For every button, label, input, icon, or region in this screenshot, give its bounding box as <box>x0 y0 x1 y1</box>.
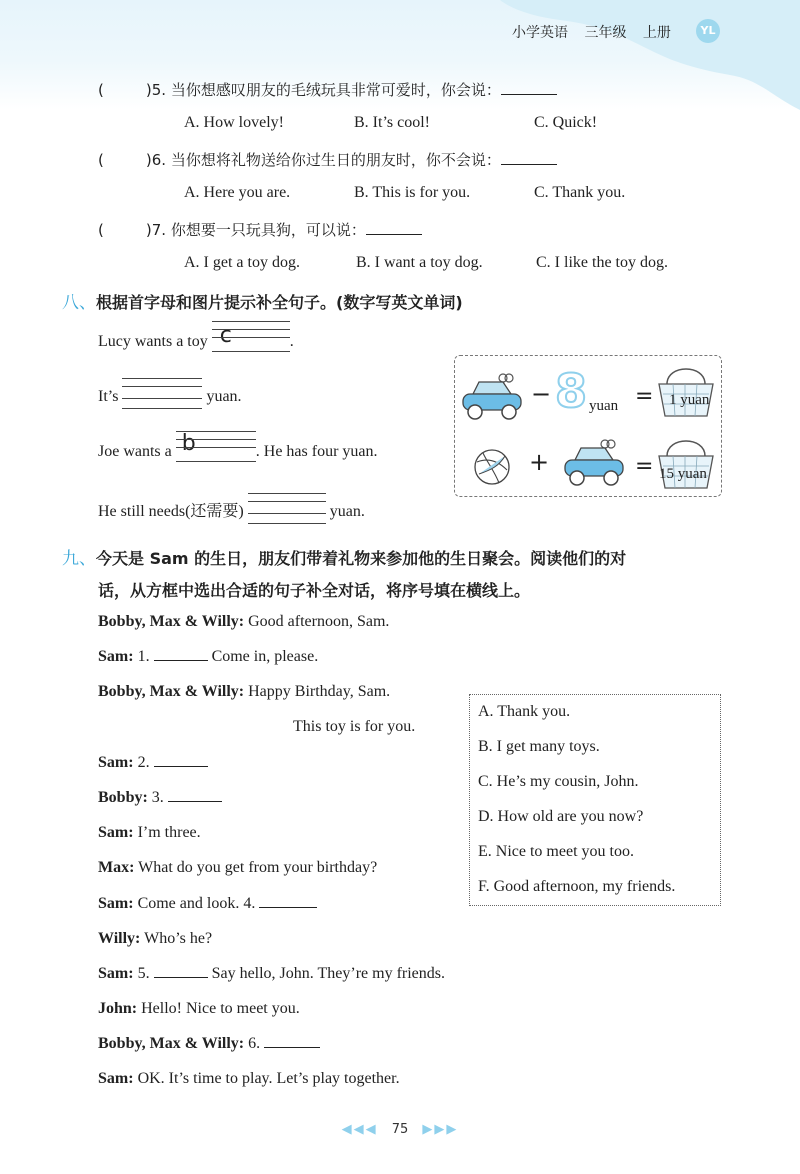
sentence-text: Joe wants a <box>98 443 172 460</box>
option-a: A. Here you are. <box>184 184 291 201</box>
toy-car-icon <box>459 370 525 426</box>
option-item: A. Thank you. <box>478 703 571 720</box>
question-number: 5. <box>151 81 167 99</box>
answer-blank[interactable] <box>501 164 557 165</box>
option-b: B. I want a toy dog. <box>356 254 483 271</box>
fill-blank-3[interactable] <box>176 431 256 461</box>
speaker: Bobby: <box>98 789 148 806</box>
option-a: A. I get a toy dog. <box>184 254 300 271</box>
speaker: Bobby, Max & Willy: <box>98 683 245 700</box>
dialog-text: 1. <box>137 648 150 665</box>
speaker: Sam: <box>98 824 134 841</box>
option-item: D. How old are you now? <box>478 808 644 825</box>
handwritten-letter: b <box>181 431 196 456</box>
dialog-line <box>98 789 222 807</box>
answer-blank-3[interactable] <box>168 801 222 802</box>
answer-blank-5[interactable] <box>154 977 208 978</box>
dialog-text: Good afternoon, Sam. <box>248 613 390 630</box>
answer-paren-close: ) <box>145 151 152 169</box>
fill-blank-4[interactable] <box>248 503 326 521</box>
question-prompt: 当你想感叹朋友的毛绒玩具非常可爱时，你会说： <box>170 81 501 99</box>
sentence-end: . He has four yuan. <box>255 443 378 460</box>
header-badge: YL <box>696 19 720 43</box>
dialog-line <box>98 930 212 948</box>
q7-options <box>184 254 668 272</box>
handwritten-letter: c <box>219 323 232 348</box>
answer-paren-close: ) <box>145 221 152 239</box>
speaker: Sam: <box>98 965 134 982</box>
option-c: C. I like the toy dog. <box>536 254 668 271</box>
dialog-text: What do you get from your birthday? <box>138 859 378 876</box>
q7-line <box>98 219 422 240</box>
header-title <box>512 22 683 42</box>
section-number: 九、 <box>62 549 96 569</box>
price-total: 1 yuan <box>669 392 710 408</box>
right-arrows-icon: ▶▶▶ <box>422 1122 459 1137</box>
dialog-text: Hello! Nice to meet you. <box>141 1000 300 1017</box>
dialog-text: Happy Birthday, Sam. <box>248 683 391 700</box>
equals-sign: = <box>635 454 654 479</box>
dialog-line <box>98 859 377 877</box>
sentence-end: . <box>289 333 294 350</box>
dialog-line <box>98 683 390 701</box>
question-prompt: 当你想将礼物送给你过生日的朋友时，你不会说： <box>170 151 501 169</box>
dialog-text: 3. <box>151 789 164 806</box>
dialog-text: I’m three. <box>137 824 201 841</box>
answer-paren-open: ( <box>98 151 104 169</box>
dialog-text: Say hello, John. They’re my friends. <box>211 965 445 982</box>
dialog-text: OK. It’s time to play. Let’s play together. <box>137 1070 400 1087</box>
dialog-line <box>98 1000 300 1018</box>
dialog-line <box>98 895 317 913</box>
question-number: 6. <box>151 151 167 169</box>
answer-paren-close: ) <box>145 81 152 99</box>
section-number: 八、 <box>62 293 96 313</box>
toy-car-icon <box>561 436 627 492</box>
dialog-line <box>98 754 208 772</box>
speaker: Sam: <box>98 754 134 771</box>
price-total: 15 yuan <box>659 466 707 482</box>
fill-blank-1[interactable] <box>212 323 290 351</box>
equals-sign: = <box>635 384 654 409</box>
speaker: John: <box>98 1000 138 1017</box>
sentence-end: yuan. <box>329 503 365 520</box>
plus-sign: + <box>529 448 550 476</box>
s8-sentence-4 <box>98 498 365 521</box>
dialog-text: Come in, please. <box>211 648 319 665</box>
dialog-line <box>293 718 415 736</box>
dialog-text: 2. <box>137 754 150 771</box>
option-item: E. Nice to meet you too. <box>478 843 634 860</box>
speaker: Max: <box>98 859 135 876</box>
s8-sentence-2 <box>98 388 242 406</box>
option-a: A. How lovely! <box>184 114 284 131</box>
speaker: Sam: <box>98 648 134 665</box>
answer-blank-1[interactable] <box>154 660 208 661</box>
basket-icon <box>655 358 717 420</box>
answer-blank-2[interactable] <box>154 766 208 767</box>
answer-paren-open: ( <box>98 221 104 239</box>
section-8-heading <box>62 288 463 313</box>
dialog-text: Who’s he? <box>144 930 213 947</box>
s8-sentence-1 <box>98 323 294 351</box>
q6-options <box>184 184 625 202</box>
page-footer <box>0 1122 800 1137</box>
option-item: F. Good afternoon, my friends. <box>478 878 676 895</box>
price-digit: 8 <box>555 364 588 418</box>
section-title-cont: 话，从方框中选出合适的句子补全对话，将序号填在横线上。 <box>98 581 531 600</box>
option-b: B. This is for you. <box>354 184 471 201</box>
speaker: Bobby, Max & Willy: <box>98 1035 245 1052</box>
option-item: C. He’s my cousin, John. <box>478 773 639 790</box>
left-arrows-icon: ◀◀◀ <box>341 1122 378 1137</box>
speaker: Sam: <box>98 895 134 912</box>
header-grade: 三年级 <box>584 25 627 41</box>
speaker: Sam: <box>98 1070 134 1087</box>
page-number: 75 <box>391 1122 409 1137</box>
section-title: 根据首字母和图片提示补全句子。(数字写英文单词) <box>96 293 463 312</box>
dialog-line <box>98 824 201 842</box>
answer-blank-4[interactable] <box>259 907 317 908</box>
dialog-text: 5. <box>137 965 150 982</box>
minus-sign: − <box>531 380 552 408</box>
sentence-text: He still needs(还需要) <box>98 503 244 520</box>
option-b: B. It’s cool! <box>354 114 430 131</box>
dialog-text: This toy is for you. <box>293 718 416 735</box>
speaker: Bobby, Max & Willy: <box>98 613 245 630</box>
s8-sentence-3 <box>98 431 378 461</box>
q5-options <box>184 114 597 132</box>
answer-paren-open: ( <box>98 81 104 99</box>
sentence-text: It’s <box>98 388 119 405</box>
answer-blank[interactable] <box>366 234 422 235</box>
dialog-line <box>98 613 389 631</box>
options-box <box>469 694 721 906</box>
section-9-heading <box>62 544 626 569</box>
option-c: C. Thank you. <box>534 184 626 201</box>
sentence-text: Lucy wants a toy <box>98 333 208 350</box>
header-subject: 小学英语 <box>512 25 568 41</box>
dialog-line <box>98 648 318 666</box>
ball-icon <box>473 448 511 486</box>
option-c: C. Quick! <box>534 114 598 131</box>
dialog-line <box>98 1070 400 1088</box>
question-number: 7. <box>151 221 167 239</box>
dialog-text: Come and look. 4. <box>137 895 256 912</box>
speaker: Willy: <box>98 930 141 947</box>
dialog-text: 6. <box>248 1035 261 1052</box>
option-item: B. I get many toys. <box>478 738 600 755</box>
answer-blank-6[interactable] <box>264 1047 320 1048</box>
section-title: 今天是 Sam 的生日，朋友们带着礼物来参加他的生日聚会。阅读他们的对 <box>96 549 627 568</box>
price-unit: yuan <box>589 398 619 414</box>
picture-hint-box <box>454 355 722 497</box>
fill-blank-2[interactable] <box>122 388 202 406</box>
q6-line <box>98 149 557 170</box>
q5-line <box>98 79 557 100</box>
question-prompt: 你想要一只玩具狗，可以说： <box>170 221 366 239</box>
dialog-line <box>98 965 445 983</box>
header-term: 上册 <box>642 25 671 41</box>
sentence-end: yuan. <box>206 388 242 405</box>
dialog-line <box>98 1035 320 1053</box>
answer-blank[interactable] <box>501 94 557 95</box>
